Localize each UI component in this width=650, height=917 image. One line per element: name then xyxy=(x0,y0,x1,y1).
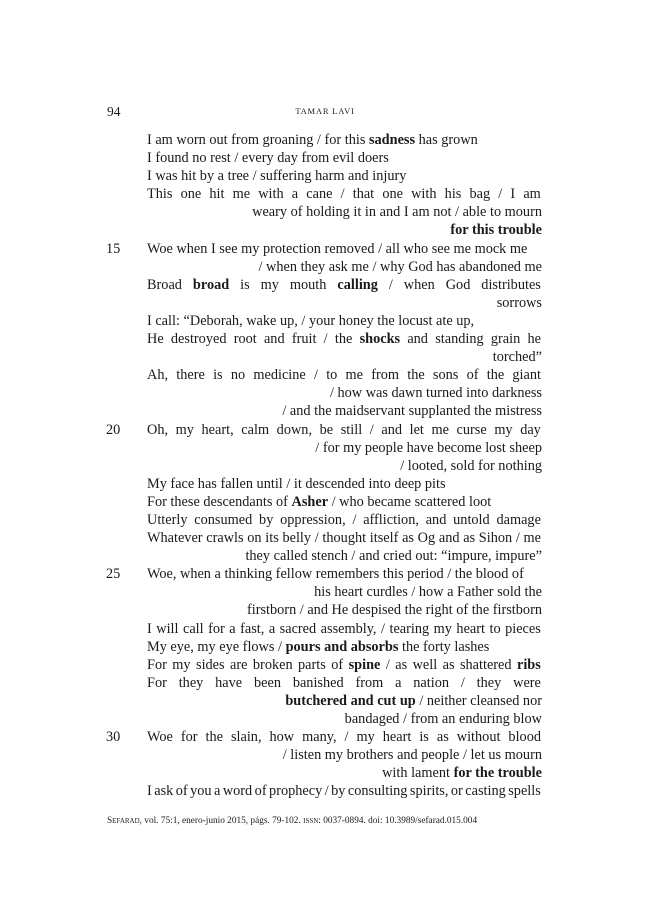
word: let xyxy=(409,421,424,438)
text-segment: sorrows xyxy=(496,294,542,311)
word: grain xyxy=(490,331,521,348)
word: Whatever xyxy=(147,530,203,547)
running-head: TAMAR LAVI xyxy=(295,106,355,116)
poem-line xyxy=(0,421,650,439)
poem-line xyxy=(0,185,650,203)
issn-doi: : 0037-0894. doi: 10.3989/sefarad.015.004 xyxy=(318,816,478,826)
footer-citation xyxy=(107,816,477,826)
line-text xyxy=(147,366,541,384)
word: Woe xyxy=(147,729,173,746)
line-text xyxy=(147,475,446,493)
word: untold xyxy=(453,511,490,528)
word: me xyxy=(523,530,541,547)
word: my xyxy=(172,656,191,673)
word: as xyxy=(436,729,449,746)
word: / xyxy=(388,276,393,293)
word: root xyxy=(233,331,257,348)
poem-line xyxy=(0,692,650,710)
word: for xyxy=(208,620,225,637)
poem-line xyxy=(0,493,650,511)
word: how xyxy=(269,729,295,746)
word: / xyxy=(344,729,349,746)
word: a xyxy=(214,783,221,800)
line-text xyxy=(247,601,542,619)
issn-label: issn xyxy=(303,816,319,826)
word: down, xyxy=(276,421,313,438)
line-text xyxy=(245,547,542,565)
emphasized-text: Asher xyxy=(291,493,329,510)
line-text xyxy=(314,583,542,601)
word: heart xyxy=(382,729,412,746)
word: my xyxy=(356,729,375,746)
word: with xyxy=(258,186,284,203)
emphasized-text: butchered and cut up xyxy=(285,692,416,709)
text-segment: has grown xyxy=(415,132,478,148)
word: God xyxy=(445,276,471,293)
emphasized-word: spine xyxy=(348,656,381,673)
word: I xyxy=(510,186,516,203)
word: belly xyxy=(282,530,312,547)
word: damage xyxy=(496,511,541,528)
poem-line xyxy=(0,402,650,420)
word: as xyxy=(395,656,408,673)
word: Utterly xyxy=(147,511,188,528)
poem-line xyxy=(0,728,650,746)
word: is xyxy=(213,367,223,384)
word: me xyxy=(232,186,251,203)
poem-line xyxy=(0,258,650,276)
emphasized-text: pours and absorbs xyxy=(285,638,399,655)
word: or xyxy=(450,783,463,800)
line-text xyxy=(147,728,541,746)
text-segment: / looted, sold for nothing xyxy=(400,457,542,474)
emphasized-text: sadness xyxy=(368,132,416,148)
text-segment: bandaged / from an enduring blow xyxy=(344,711,542,727)
poem-line xyxy=(0,601,650,619)
line-text xyxy=(147,511,541,529)
line-text xyxy=(147,638,489,656)
word: be xyxy=(319,421,334,438)
journal-details: , vol. 75:1, enero-junio 2015, págs. 79-102. xyxy=(139,816,304,826)
word: / xyxy=(498,186,503,203)
word: bag xyxy=(469,186,491,203)
word: standing xyxy=(435,331,484,348)
emphasized-word: ribs xyxy=(516,656,541,673)
text-segment: / and the maidservant supplanted the mistress xyxy=(282,403,542,420)
word: tearing xyxy=(389,620,430,637)
word: to xyxy=(489,620,501,637)
word: you xyxy=(190,783,212,800)
poem-line xyxy=(0,131,650,149)
text-segment: / who became scattered loot xyxy=(328,493,492,510)
word: its xyxy=(265,530,279,547)
text-segment: / listen my brothers and people / let us mourn xyxy=(282,747,542,764)
text-segment: I was hit by a tree / suffering harm and injury xyxy=(147,168,407,185)
word: of xyxy=(254,783,267,800)
word: affliction, xyxy=(363,511,419,528)
word: / xyxy=(340,186,345,203)
line-text xyxy=(147,240,527,258)
word: a xyxy=(229,620,236,637)
poem-line xyxy=(0,167,650,185)
poem-line xyxy=(0,366,650,384)
word: / xyxy=(369,421,374,438)
word: broken xyxy=(252,656,293,673)
page-number: 94 xyxy=(107,104,121,119)
poem-line xyxy=(0,764,650,782)
word: / xyxy=(323,331,328,348)
word: when xyxy=(403,276,435,293)
word: sons xyxy=(432,367,459,384)
text-segment: his heart curdles / how a Father sold the xyxy=(314,584,542,601)
line-text xyxy=(330,384,542,402)
word: This xyxy=(147,186,173,203)
text-segment: Woe, when a thinking fellow remembers this period / the blood of xyxy=(147,566,524,583)
word: hit xyxy=(209,186,225,203)
line-text xyxy=(315,439,542,457)
line-text xyxy=(147,149,389,167)
word: slain, xyxy=(230,729,262,746)
word: a xyxy=(268,620,276,637)
word: / xyxy=(515,530,520,547)
line-number: 15 xyxy=(106,240,121,257)
emphasized-word: shocks xyxy=(359,331,401,348)
word: crawls xyxy=(206,530,244,547)
line-text xyxy=(147,782,541,800)
word: He xyxy=(147,331,164,348)
text-segment: Woe when I see my protection removed / all who see me mock me xyxy=(147,240,528,257)
word: / xyxy=(381,620,385,637)
word: the xyxy=(407,367,425,384)
line-number: 20 xyxy=(106,421,121,438)
word: / xyxy=(385,656,390,673)
poem-line xyxy=(0,240,650,258)
word: for xyxy=(180,729,198,746)
poem-line xyxy=(0,294,650,312)
word: are xyxy=(230,656,248,673)
word: heart, xyxy=(201,421,234,438)
text-segment: with lament xyxy=(382,765,454,782)
text-segment: I am worn out from groaning / for this xyxy=(147,132,369,148)
word: I xyxy=(147,620,152,637)
line-text xyxy=(283,746,542,764)
word: ask xyxy=(154,783,174,800)
word: consulting xyxy=(347,783,408,800)
poem-line xyxy=(0,475,650,493)
word: thought xyxy=(322,530,367,547)
poem-line xyxy=(0,746,650,764)
word: were xyxy=(513,674,541,691)
line-text xyxy=(400,457,542,475)
word: / xyxy=(352,511,357,528)
word: For xyxy=(147,656,167,673)
word: medicine xyxy=(253,367,306,384)
word: oppression, xyxy=(280,511,346,528)
word: from xyxy=(355,674,384,691)
line-text xyxy=(147,312,474,330)
word: by xyxy=(331,783,346,800)
line-text xyxy=(252,203,542,221)
word: and xyxy=(425,511,447,528)
word: casting xyxy=(465,783,506,800)
poem-line xyxy=(0,348,650,366)
word: as xyxy=(463,530,476,547)
line-text xyxy=(259,258,543,276)
line-text xyxy=(285,692,542,710)
word: well xyxy=(412,656,438,673)
word: many, xyxy=(302,729,337,746)
poem-line xyxy=(0,439,650,457)
word: heart xyxy=(456,620,485,637)
journal-name: Sefarad xyxy=(107,816,140,826)
poem-line xyxy=(0,638,650,656)
line-text xyxy=(147,330,541,348)
word: the xyxy=(205,729,223,746)
text-segment: / for my people have become lost sheep xyxy=(315,439,542,456)
text-segment: they called stench / and cried out: “impure, impure” xyxy=(245,548,542,565)
word: destroyed xyxy=(170,331,227,348)
word: am xyxy=(523,186,541,203)
poem-line xyxy=(0,203,650,221)
word: call xyxy=(182,620,204,637)
text-segment: / when they ask me / why God has abandoned me xyxy=(258,258,542,275)
poem-line xyxy=(0,511,650,529)
word: and xyxy=(263,331,285,348)
word: giant xyxy=(512,367,541,384)
line-text xyxy=(147,276,541,294)
word: a xyxy=(291,186,299,203)
word: Og xyxy=(417,530,436,547)
word: itself xyxy=(369,530,399,547)
emphasized-text: for this trouble xyxy=(450,222,542,239)
word: a xyxy=(395,674,402,691)
poem-line xyxy=(0,710,650,728)
text-segment: torched” xyxy=(492,349,542,366)
emphasized-text: for the trouble xyxy=(453,765,542,782)
word: / xyxy=(314,530,319,547)
word: blood xyxy=(508,729,541,746)
word: on xyxy=(247,530,262,547)
word: my xyxy=(433,620,452,637)
poem-line xyxy=(0,620,650,638)
word: from xyxy=(371,367,400,384)
word: fast, xyxy=(240,620,265,637)
poem-line xyxy=(0,529,650,547)
word: spells xyxy=(508,783,541,800)
word: / xyxy=(460,674,465,691)
word: spirits, xyxy=(409,783,449,800)
word: I xyxy=(147,783,152,800)
word: and xyxy=(438,530,460,547)
word: will xyxy=(156,620,179,637)
word: is xyxy=(419,729,429,746)
word: the xyxy=(486,367,505,384)
word: with xyxy=(411,186,437,203)
word: is xyxy=(240,276,250,293)
poem-line xyxy=(0,782,650,800)
poem-line xyxy=(0,312,650,330)
word: by xyxy=(259,511,274,528)
word: of xyxy=(175,783,188,800)
poem-line xyxy=(0,221,650,239)
word: sacred xyxy=(279,620,317,637)
word: been xyxy=(253,674,281,691)
line-text xyxy=(493,348,542,366)
emphasized-word: calling xyxy=(337,276,378,293)
poem-line xyxy=(0,656,650,674)
word: consumed xyxy=(194,511,253,528)
text-segment: I found no rest / every day from evil doers xyxy=(147,150,389,167)
word: that xyxy=(352,186,375,203)
line-text xyxy=(147,565,524,583)
word: Oh, xyxy=(147,421,169,438)
word: distributes xyxy=(481,276,541,293)
line-text xyxy=(497,294,542,312)
text-segment: / neither cleansed nor xyxy=(415,692,542,709)
word: as xyxy=(402,530,414,547)
word: / xyxy=(324,783,329,800)
word: his xyxy=(444,186,462,203)
poem-line xyxy=(0,583,650,601)
line-number: 30 xyxy=(106,729,121,746)
line-text xyxy=(450,221,542,239)
emphasized-word: broad xyxy=(192,276,230,293)
word: of xyxy=(466,367,479,384)
line-text xyxy=(147,167,406,185)
word: me xyxy=(431,421,449,438)
word: my xyxy=(494,421,513,438)
word: he xyxy=(527,331,541,348)
word: my xyxy=(175,421,194,438)
word: parts xyxy=(298,656,326,673)
word: Ah, xyxy=(147,367,169,384)
word: the xyxy=(334,331,353,348)
line-number: 25 xyxy=(106,566,121,583)
line-text xyxy=(147,493,491,511)
text-segment: firstborn / and He despised the right of the firstborn xyxy=(246,602,542,619)
poem-line xyxy=(0,674,650,692)
word: For xyxy=(147,674,167,691)
word: / xyxy=(313,367,318,384)
line-text xyxy=(147,620,541,638)
word: to xyxy=(326,367,338,384)
line-text xyxy=(147,656,541,674)
poem-line xyxy=(0,330,650,348)
text-segment: I call: “Deborah, wake up, / your honey the locust ate up, xyxy=(147,312,475,329)
word: still xyxy=(340,421,363,438)
word: have xyxy=(215,674,243,691)
word: sides xyxy=(196,656,225,673)
poem-line xyxy=(0,276,650,294)
poem-line xyxy=(0,547,650,565)
text-segment: For these descendants of xyxy=(147,493,292,510)
word: pieces xyxy=(505,620,541,637)
word: my xyxy=(260,276,279,293)
poem-line xyxy=(0,457,650,475)
word: there xyxy=(176,367,205,384)
word: shattered xyxy=(459,656,512,673)
word: without xyxy=(456,729,501,746)
word: they xyxy=(476,674,502,691)
line-text xyxy=(147,674,541,692)
word: word xyxy=(222,783,253,800)
word: prophecy xyxy=(269,783,323,800)
text-segment: the forty lashes xyxy=(398,638,490,655)
line-text xyxy=(282,402,542,420)
word: banished xyxy=(292,674,344,691)
line-text xyxy=(382,764,542,782)
word: cane xyxy=(306,186,333,203)
text-segment: / how was dawn turned into darkness xyxy=(329,385,542,402)
word: nation xyxy=(413,674,450,691)
line-text xyxy=(147,529,541,547)
word: assembly, xyxy=(320,620,377,637)
word: one xyxy=(180,186,202,203)
word: no xyxy=(230,367,246,384)
word: and xyxy=(407,331,428,348)
word: calm xyxy=(241,421,270,438)
line-text xyxy=(147,421,541,439)
word: mouth xyxy=(289,276,327,293)
poem-line xyxy=(0,384,650,402)
text-segment: My eye, my eye flows / xyxy=(147,638,286,655)
text-segment: My face has fallen until / it descended into deep pits xyxy=(147,475,446,492)
word: me xyxy=(345,367,363,384)
word: of xyxy=(331,656,344,673)
word: they xyxy=(178,674,204,691)
text-segment: weary of holding it in and I am not / able to mourn xyxy=(252,204,542,221)
poem-line xyxy=(0,149,650,167)
poem-text xyxy=(0,131,650,800)
word: one xyxy=(382,186,403,203)
word: Sihon xyxy=(478,530,513,547)
word: and xyxy=(381,421,402,438)
line-text xyxy=(147,131,478,149)
word: fruit xyxy=(291,331,317,348)
word: curse xyxy=(456,421,487,438)
word: as xyxy=(442,656,455,673)
line-text xyxy=(147,185,541,203)
poem-line xyxy=(0,565,650,583)
word: day xyxy=(520,421,541,438)
line-text xyxy=(345,710,542,728)
word: Broad xyxy=(147,276,182,293)
